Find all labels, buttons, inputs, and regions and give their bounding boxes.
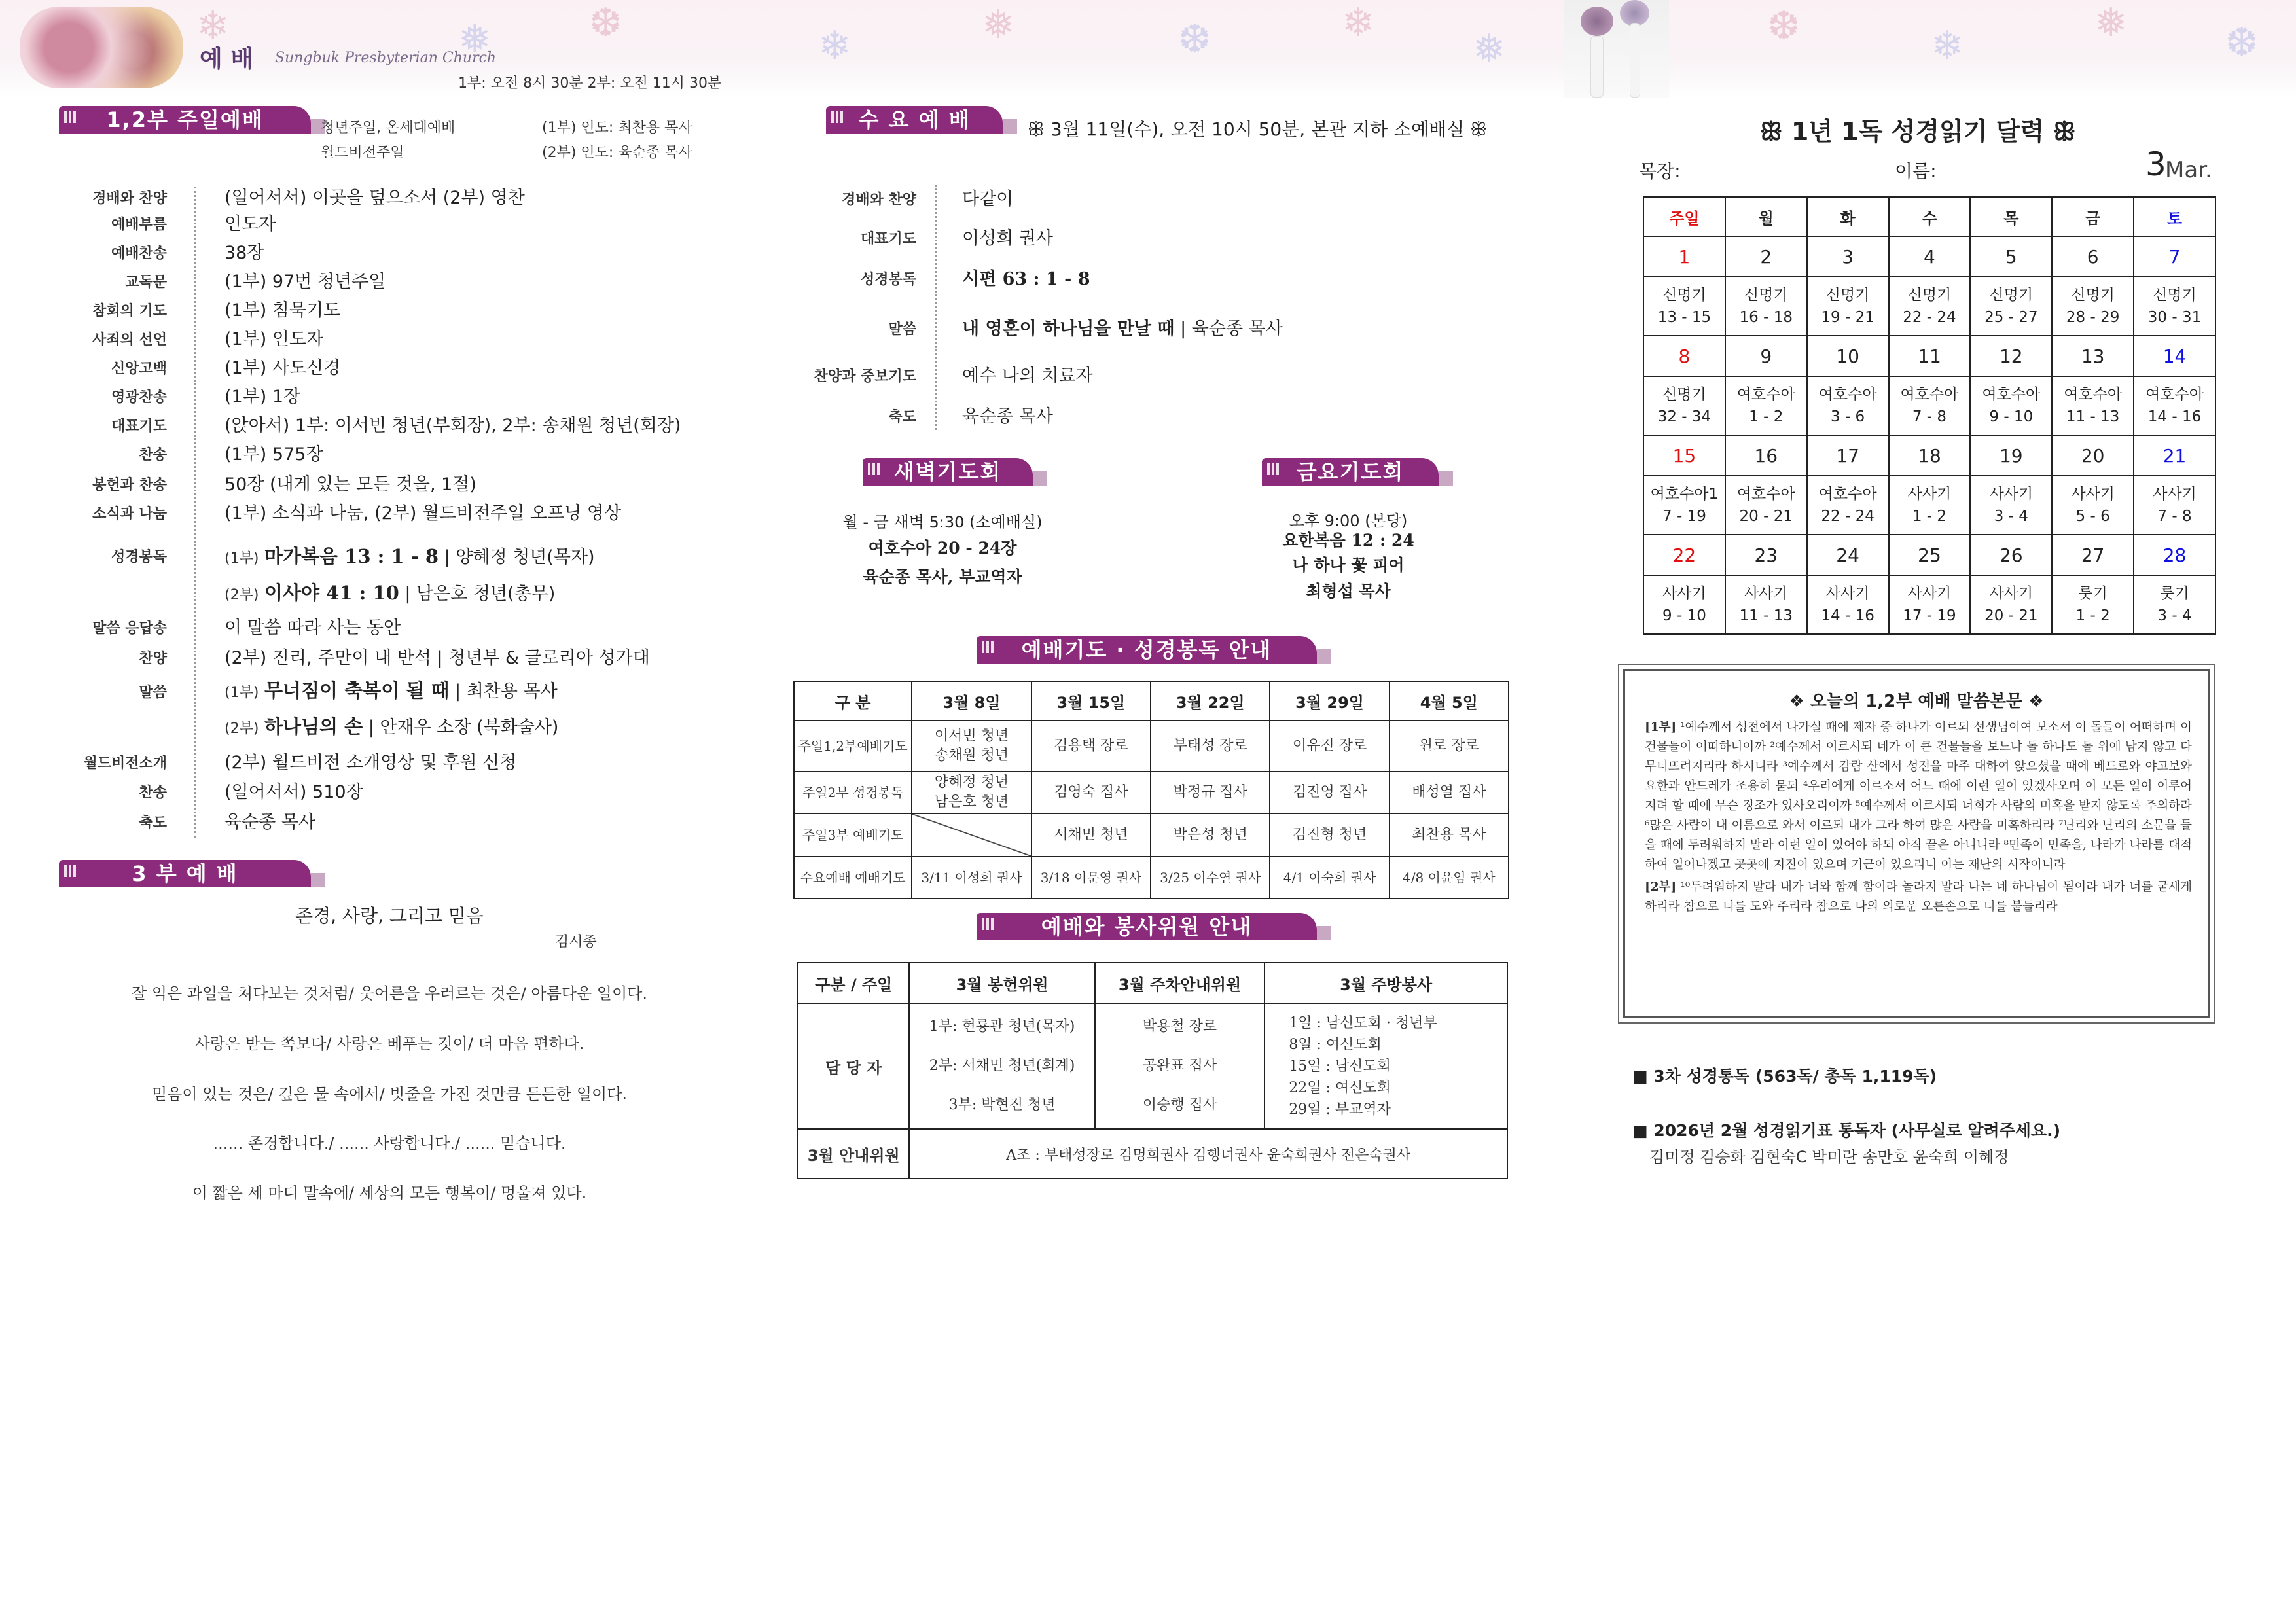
reading-book: 여호수아 [1736, 386, 1795, 403]
reading-chapters: 32 - 34 [1657, 408, 1712, 425]
wednesday-label: 말씀 [888, 321, 916, 338]
order-label: 소식과 나눔 [92, 505, 167, 522]
service-column-header: 3월 봉헌위원 [909, 963, 1094, 1003]
reading-book: 신명기 [2071, 287, 2115, 304]
reading-book: 사사기 [2153, 486, 2197, 503]
prayer-cell: 박정규 집사 [1151, 772, 1270, 813]
calendar-reading [1643, 376, 1725, 435]
reading-chapters: 7 - 8 [1912, 408, 1947, 425]
service-entry: 2부: 서채민 청년(회계) [929, 1058, 1075, 1074]
calendar-reading [1970, 575, 2052, 634]
note-2: ■ 2026년 2월 성경읽기표 통독자 (사무실로 알려주세요.) [1632, 1121, 2061, 1140]
order-label: 성경봉독 [111, 548, 167, 565]
prayer-cell: 3/11 이성희 권사 [912, 857, 1031, 899]
scripture-2: (2부) 이사야 41 : 10 | 남은호 청년(총무) [224, 582, 556, 604]
kitchen-cell [1265, 1003, 1507, 1129]
table-row [794, 772, 1509, 813]
calendar-reading [1807, 476, 1889, 535]
calendar-date: 26 [1970, 535, 2052, 575]
calendar-date: 28 [2134, 535, 2215, 575]
table-row [794, 857, 1509, 899]
calendar-date: 9 [1725, 336, 1807, 376]
service-entry: 8일 : 여신도회 [1289, 1036, 1382, 1053]
prayer-column-header: 3월 29일 [1270, 681, 1389, 721]
dotted-divider [194, 187, 198, 838]
wednesday-info: ꕥ 3월 11일(수), 오전 10시 50분, 본관 지하 소예배실 ꕥ [1028, 118, 1488, 140]
reading-book: 여호수아 [1900, 386, 1959, 403]
reading-book: 여호수아 [2145, 386, 2204, 403]
calendar-date: 23 [1725, 535, 1807, 575]
snowflake-icon: ❆ [1178, 16, 1211, 62]
note-1: ■ 3차 성경통독 (563독/ 총독 1,119독) [1632, 1067, 1937, 1086]
order-value: (1부) 사도신경 [224, 358, 341, 378]
wednesday-label: 찬양과 중보기도 [814, 368, 916, 385]
calendar-reading [2134, 476, 2215, 535]
calendar-date: 15 [1643, 435, 1725, 476]
calendar-reading [1807, 277, 1889, 336]
calendar-date: 18 [1889, 435, 1971, 476]
reader-names: 김미정 김승화 김현숙C 박미란 송만호 윤숙희 이혜정 [1649, 1148, 2009, 1166]
service-entry: 1일 : 남신도회 · 청년부 [1289, 1014, 1437, 1031]
calendar-reading [1889, 277, 1971, 336]
reading-chapters: 3 - 4 [2157, 607, 2192, 624]
calendar-date: 5 [1970, 236, 2052, 277]
guide-label: 3월 안내위원 [798, 1129, 909, 1179]
calendar-date: 4 [1889, 236, 1971, 277]
reading-chapters: 11 - 13 [1739, 607, 1793, 624]
snowflake-icon: ❄ [1931, 23, 1964, 69]
reading-book: 신명기 [1662, 287, 1706, 304]
service-entry: 이승행 집사 [1142, 1097, 1217, 1113]
bullet-icon: ■ [1632, 1121, 1654, 1140]
order-value: (1부) 575장 [224, 444, 323, 465]
reading-chapters: 16 - 18 [1739, 309, 1793, 326]
calendar-reading [2134, 277, 2215, 336]
order-label: 봉헌과 찬송 [92, 476, 167, 493]
prayer-cell: 김용택 장로 [1031, 721, 1151, 772]
service-column-header: 구분 / 주일 [798, 963, 909, 1003]
calendar-reading [1970, 376, 2052, 435]
wednesday-value: 시편 63 : 1 - 8 [962, 269, 1090, 289]
reading-chapters: 11 - 13 [2066, 408, 2120, 425]
reading-chapters: 20 - 21 [1739, 508, 1793, 525]
header-banner [0, 0, 2296, 98]
reading-chapters: 22 - 24 [1903, 309, 1956, 326]
snowflake-icon: ❅ [982, 2, 1015, 48]
parish-label: 목장: [1639, 160, 1681, 182]
dotted-divider [935, 185, 939, 430]
reading-calendar [1643, 196, 2216, 635]
reading-chapters: 3 - 4 [1994, 508, 2028, 525]
order-value: (앉아서) 1부: 이서빈 청년(부회장), 2부: 송채원 청년(회장) [224, 416, 681, 436]
friday-schedule: 오후 9:00 (본당) [1289, 512, 1408, 530]
calendar-reading [1889, 575, 1971, 634]
order-label: 찬송 [139, 784, 167, 801]
order-label: 영광찬송 [111, 389, 167, 406]
reading-chapters: 13 - 15 [1657, 309, 1712, 326]
calendar-week-readings [1643, 476, 2215, 535]
calendar-date: 6 [2052, 236, 2134, 277]
prayer-column-header: 3월 15일 [1031, 681, 1151, 721]
order-value: (1부) 침묵기도 [224, 300, 341, 321]
section-heading-prayer: 예배기도 · 성경봉독 안내 [977, 636, 1317, 664]
prayer-cell: 부태성 장로 [1151, 721, 1270, 772]
order-label: 경배와 찬양 [92, 190, 167, 207]
dawn-leader: 육순종 목사, 부교역자 [863, 567, 1022, 586]
prayer-cell: 윈로 장로 [1390, 721, 1509, 772]
reading-chapters: 7 - 8 [2157, 508, 2192, 525]
calendar-week-dates [1643, 535, 2215, 575]
wednesday-label: 대표기도 [860, 230, 916, 247]
reading-chapters: 14 - 16 [2147, 408, 2202, 425]
calendar-date: 8 [1643, 336, 1725, 376]
snowflake-icon: ❅ [2094, 0, 2128, 46]
flower-image [20, 7, 183, 88]
reading-book: 룻기 [2160, 585, 2189, 602]
order-label: 말씀 응답송 [92, 620, 167, 637]
calendar-date: 17 [1807, 435, 1889, 476]
order-label: 대표기도 [111, 418, 167, 435]
poem-line: 믿음이 있는 것은/ 깊은 물 속에서/ 빗줄을 가진 것만큼 든든한 일이다. [151, 1085, 628, 1103]
calendar-reading [1807, 575, 1889, 634]
dawn-scripture: 여호수아 20 - 24장 [868, 539, 1017, 558]
prayer-cell: 이서빈 청년 송채원 청년 [912, 721, 1031, 772]
calendar-date: 12 [1970, 336, 2052, 376]
service-entry: 15일 : 남신도회 [1289, 1058, 1391, 1075]
calendar-reading [2134, 575, 2215, 634]
order-label: 말씀 [139, 684, 167, 701]
table-row [794, 813, 1509, 857]
parking-cell [1095, 1003, 1265, 1129]
order-value: (1부) 1장 [224, 387, 301, 407]
reading-chapters: 1 - 2 [2075, 607, 2110, 624]
reading-book: 신명기 [1662, 386, 1706, 403]
prayer-cell: 수요예배 예배기도 [794, 857, 912, 899]
guide-cell: A조 : 부태성장로 김명희권사 김행녀권사 윤숙희권사 전은숙권사 [909, 1129, 1507, 1179]
wednesday-label: 성경봉독 [860, 271, 916, 288]
sunday-leader-2: (2부) 인도: 육순종 목사 [542, 145, 692, 161]
prayer-cell: 배성열 집사 [1390, 772, 1509, 813]
prayer-cell: 양혜정 청년 남은호 청년 [912, 772, 1031, 813]
calendar-reading [1725, 376, 1807, 435]
order-value: (2부) 진리, 주만이 내 반석 | 청년부 & 글로리아 성가대 [224, 648, 650, 668]
wednesday-value: 다같이 [962, 189, 1014, 209]
reading-book: 여호수아1 [1650, 486, 1719, 503]
prayer-cell: 4/8 이윤임 권사 [1390, 857, 1509, 899]
order-label: 예배부름 [111, 216, 167, 233]
service-column-header: 3월 주방봉사 [1265, 963, 1507, 1003]
prayer-cell: 이유진 장로 [1270, 721, 1389, 772]
reading-chapters: 1 - 2 [1749, 408, 1784, 425]
order-label: 축도 [139, 814, 167, 831]
calendar-reading [1725, 575, 1807, 634]
order-value: (일어서서) 510장 [224, 782, 363, 802]
sunday-info-1: 청년주일, 온세대예배 [321, 120, 456, 136]
weekday-header: 월 [1725, 197, 1807, 236]
calendar-date: 20 [2052, 435, 2134, 476]
order-value: 38장 [224, 243, 264, 263]
prayer-cell: 주일3부 예배기도 [794, 813, 912, 857]
section-heading-dawn: 새벽기도회 [863, 458, 1033, 486]
calendar-week-readings [1643, 575, 2215, 634]
reading-book: 사사기 [1662, 585, 1706, 602]
order-label: 교독문 [125, 274, 167, 291]
calendar-reading [1970, 277, 2052, 336]
order-value: (1부) 소식과 나눔, (2부) 월드비전주일 오프닝 영상 [224, 503, 622, 524]
calendar-reading [1889, 476, 1971, 535]
calendar-week-dates [1643, 336, 2215, 376]
order-value: 육순종 목사 [224, 812, 315, 832]
calendar-date: 10 [1807, 336, 1889, 376]
calendar-reading [1643, 277, 1725, 336]
calendar-reading [2052, 277, 2134, 336]
order-label: 참회의 기도 [92, 302, 167, 319]
calendar-reading [2052, 476, 2134, 535]
service-entry: 3부: 박현진 청년 [948, 1097, 1056, 1113]
reading-book: 여호수아 [2064, 386, 2123, 403]
friday-sermon: 나 하나 꽃 피어 [1292, 556, 1405, 575]
prayer-cell [912, 813, 1031, 857]
calendar-date: 21 [2134, 435, 2215, 476]
reading-chapters: 28 - 29 [2066, 309, 2120, 326]
prayer-cell: 김진영 집사 [1270, 772, 1389, 813]
calendar-reading [1970, 476, 2052, 535]
reading-book: 신명기 [2153, 287, 2197, 304]
reading-book: 신명기 [1825, 287, 1870, 304]
prayer-cell: 김영숙 집사 [1031, 772, 1151, 813]
reading-book: 사사기 [1989, 486, 2034, 503]
wednesday-value: 육순종 목사 [962, 406, 1053, 427]
calendar-month-number: 3 [2145, 145, 2166, 183]
poem-line: ...... 존경합니다./ ...... 사랑합니다./ ...... 믿습니다. [213, 1134, 566, 1152]
calendar-date: 19 [1970, 435, 2052, 476]
reading-chapters: 3 - 6 [1831, 408, 1865, 425]
service-entry: 22일 : 여신도회 [1289, 1079, 1391, 1096]
reading-book: 신명기 [1907, 287, 1952, 304]
calendar-week-readings [1643, 376, 2215, 435]
reading-book: 신명기 [1744, 287, 1788, 304]
snowflake-icon: ❅ [1473, 26, 1506, 72]
prayer-column-header: 4월 5일 [1390, 681, 1509, 721]
order-label: 찬송 [139, 446, 167, 463]
order-label: 예배찬송 [111, 245, 167, 262]
reading-book: 여호수아 [1818, 386, 1877, 403]
reading-chapters: 5 - 6 [2075, 508, 2110, 525]
wednesday-value: 이성희 권사 [962, 228, 1053, 249]
reading-book: 사사기 [1744, 585, 1788, 602]
weekday-header: 주일 [1643, 197, 1725, 236]
reading-book: 신명기 [1989, 287, 2034, 304]
service-row-label: 담 당 자 [798, 1003, 909, 1129]
prayer-table [793, 681, 1509, 899]
reading-chapters: 22 - 24 [1821, 508, 1874, 525]
calendar-reading [2052, 376, 2134, 435]
snowflake-icon: ❄ [196, 3, 230, 49]
calendar-date: 7 [2134, 236, 2215, 277]
reading-chapters: 1 - 2 [1912, 508, 1947, 525]
reading-chapters: 9 - 10 [1989, 408, 2034, 425]
prayer-cell: 3/18 이문영 권사 [1031, 857, 1151, 899]
section-heading-wednesday: 수 요 예 배 [826, 106, 1003, 134]
reading-book: 여호수아 [1736, 486, 1795, 503]
service-times: 1부: 오전 8시 30분 2부: 오전 11시 30분 [458, 75, 722, 92]
dawn-schedule: 월 - 금 새벽 5:30 (소예배실) [842, 513, 1043, 531]
weekday-header: 화 [1807, 197, 1889, 236]
service-entry: 공완표 집사 [1142, 1058, 1217, 1074]
calendar-date: 16 [1725, 435, 1807, 476]
prayer-cell: 박은성 청년 [1151, 813, 1270, 857]
poem-line: 이 짧은 세 마디 말속에/ 세상의 모든 행복이/ 멍울져 있다. [192, 1184, 587, 1202]
reading-book: 사사기 [1989, 585, 2034, 602]
prayer-cell: 주일2부 성경봉독 [794, 772, 912, 813]
section-heading-sunday: 1,2부 주일예배 [59, 106, 311, 134]
calendar-date: 3 [1807, 236, 1889, 277]
prayer-cell: 최찬용 목사 [1390, 813, 1509, 857]
calendar-date: 24 [1807, 535, 1889, 575]
reading-chapters: 9 - 10 [1662, 607, 1706, 624]
service-entry: 1부: 현룡관 청년(목자) [929, 1018, 1075, 1035]
order-label: 신앙고백 [111, 360, 167, 377]
calendar-date: 14 [2134, 336, 2215, 376]
calendar-week-readings [1643, 277, 2215, 336]
section-heading-friday: 금요기도회 [1262, 458, 1439, 486]
wednesday-value: 예수 나의 치료자 [962, 366, 1093, 386]
prayer-cell: 김진형 청년 [1270, 813, 1389, 857]
church-name: Sungbuk Presbyterian Church [275, 50, 497, 66]
reading-chapters: 30 - 31 [2147, 309, 2202, 326]
order-value: 인도자 [224, 214, 276, 234]
reading-book: 여호수아 [1982, 386, 2041, 403]
snowflake-icon: ❆ [589, 0, 622, 46]
friday-scripture: 요한복음 12 : 24 [1282, 531, 1414, 550]
prayer-cell: 3/25 이수연 권사 [1151, 857, 1270, 899]
snowflake-icon: ❄ [818, 23, 852, 69]
prayer-column-header: 3월 22일 [1151, 681, 1270, 721]
calendar-reading [2134, 376, 2215, 435]
section-heading-service: 예배와 봉사위원 안내 [977, 913, 1317, 940]
reading-chapters: 17 - 19 [1903, 607, 1956, 624]
reading-chapters: 19 - 21 [1821, 309, 1874, 326]
calendar-reading [2052, 575, 2134, 634]
calendar-reading [1725, 277, 1807, 336]
wednesday-label: 경배와 찬양 [842, 191, 916, 208]
reading-book: 사사기 [1825, 585, 1870, 602]
scripture-1: (1부) 마가복음 13 : 1 - 8 | 양혜정 청년(목자) [224, 545, 595, 567]
scripture-box-title: ❖ 오늘의 1,2부 예배 말씀본문 ❖ [1789, 692, 2044, 711]
sunday-info-2: 월드비전주일 [321, 145, 404, 161]
calendar-date: 25 [1889, 535, 1971, 575]
sermon-1: (1부) 무너짐이 축복이 될 때 | 최찬용 목사 [224, 679, 558, 702]
table-row [794, 721, 1509, 772]
order-label: 월드비전소개 [83, 755, 167, 772]
weekday-header: 금 [2052, 197, 2134, 236]
calendar-month-name: Mar. [2165, 157, 2212, 183]
order-value: 이 말씀 따라 사는 동안 [224, 618, 401, 638]
snowflake-icon: ❆ [2225, 20, 2259, 65]
reading-book: 여호수아 [1818, 486, 1877, 503]
calendar-date: 1 [1643, 236, 1725, 277]
section-heading-third: 3 부 예 배 [59, 860, 311, 887]
snowflake-icon: ❅ [458, 16, 492, 62]
order-value: (1부) 인도자 [224, 329, 324, 349]
calendar-date: 27 [2052, 535, 2134, 575]
calendar-title: ꕥ 1년 1독 성경읽기 달력 ꕥ [1759, 117, 2076, 146]
calendar-date: 2 [1725, 236, 1807, 277]
page-title: 예 배 [200, 46, 254, 73]
scripture-box [1623, 669, 2210, 1018]
weekday-header: 토 [2134, 197, 2215, 236]
offering-cell [909, 1003, 1094, 1129]
calendar-reading [1643, 476, 1725, 535]
reading-chapters: 20 - 21 [1984, 607, 2038, 624]
snowflake-icon: ❄ [1342, 0, 1375, 46]
poem-line: 잘 익은 과일을 쳐다보는 것처럼/ 웃어른을 우러르는 것은/ 아름다운 일이다. [132, 984, 647, 1003]
reading-book: 사사기 [2071, 486, 2115, 503]
reading-book: 사사기 [1907, 585, 1952, 602]
service-table [797, 962, 1508, 1179]
sermon-2: (2부) 하나님의 손 | 안재우 소장 (북화술사) [224, 715, 559, 738]
order-label: 찬양 [139, 650, 167, 667]
calendar-date: 13 [2052, 336, 2134, 376]
order-label: 사죄의 선언 [92, 331, 167, 348]
order-value: (2부) 월드비전 소개영상 및 후원 신청 [224, 753, 517, 773]
vase-image [1564, 0, 1669, 98]
calendar-date: 11 [1889, 336, 1971, 376]
reading-book: 사사기 [1907, 486, 1952, 503]
calendar-week-dates [1643, 236, 2215, 277]
order-value: 50장 (내게 있는 모든 것을, 1절) [224, 474, 476, 495]
order-value: (1부) 97번 청년주일 [224, 272, 386, 292]
reading-chapters: 7 - 19 [1662, 508, 1706, 525]
reading-book: 룻기 [2078, 585, 2108, 602]
order-value: (일어서서) 이곳을 덮으소서 (2부) 영찬 [224, 188, 525, 208]
weekday-header: 수 [1889, 197, 1971, 236]
poem-author: 김시종 [555, 934, 597, 950]
reading-chapters: 25 - 27 [1984, 309, 2038, 326]
prayer-cell: 서채민 청년 [1031, 813, 1151, 857]
reading-chapters: 14 - 16 [1821, 607, 1874, 624]
poem-line: 사랑은 받는 쪽보다/ 사랑은 베푸는 것이/ 더 마음 편하다. [194, 1035, 584, 1053]
poem-title: 존경, 사랑, 그리고 믿음 [295, 905, 484, 927]
calendar-week-dates [1643, 435, 2215, 476]
prayer-cell: 4/1 이숙희 권사 [1270, 857, 1389, 899]
sunday-leader-1: (1부) 인도: 최찬용 목사 [542, 120, 692, 136]
calendar-date: 22 [1643, 535, 1725, 575]
prayer-column-header: 3월 8일 [912, 681, 1031, 721]
bullet-icon: ■ [1632, 1067, 1654, 1086]
service-entry: 29일 : 부교역자 [1289, 1101, 1391, 1118]
friday-preacher: 최형섭 목사 [1306, 582, 1391, 601]
calendar-reading [1725, 476, 1807, 535]
weekday-header: 목 [1970, 197, 2052, 236]
service-column-header: 3월 주차안내위원 [1095, 963, 1265, 1003]
scripture-box-text: [1부] ¹예수께서 성전에서 나가실 때에 제자 중 하나가 이르되 선생님이여 보소서 이 돌들이 어떠하며 이 건물들이 어떠하니이까 ²예수께서 이르시되 네가 이 큰 건물들을 보느냐 돌 하나도 돌 위에 남지 않고 다 무너뜨려지리라 하시니라 ³예수께서 감람 산에서 성전을 마주 대하여 앉으셨을 때에 베드로와 야고보와 요한과 안드레가 조용히 묻되 ⁴우리에게 이르소서 어느 때에 이런 일이 있겠사오며 이 모든 일이 이루어지려 할 때에 무슨 징조가 있사오리이까 ⁵예수께서 이르시되 너희가 사람의 미혹을 받지 않도록 주의하라 ⁶많은 사람이 내 이름으로 와서 이르되 내가 그라 하여 많은 사람을 미혹하리라 ⁷난리와 난리의 소문을 들을 때에 두려워하지 말라 이런 일이 있어야 하되 아직 끝은 아니니라 ⁸민족이 민족을, 나라가 나라를 대적하여 일어나겠고 곳곳에 지진이 있으며 기근이 있으리니 이는 재난의 시작이니라 [2부] ¹⁰두려워하지 말라 내가 너와 함께 함이라 놀라지 말라 나는 네 하나님이 됨이라 내가 너를 굳세게 하리라 참으로 너를 도와 주리라 참으로 나의 의로운 오른손으로 너를 붙들리라 [1645, 721, 2192, 914]
calendar-reading [1643, 575, 1725, 634]
wednesday-value: 내 영혼이 하나님을 만날 때 | 육순종 목사 [962, 319, 1283, 339]
snowflake-icon: ❆ [1767, 3, 1801, 49]
wednesday-label: 축도 [888, 408, 916, 425]
calendar-reading [1807, 376, 1889, 435]
calendar-reading [1889, 376, 1971, 435]
prayer-cell: 주일1,2부예배기도 [794, 721, 912, 772]
service-entry: 박용철 장로 [1142, 1018, 1217, 1035]
prayer-column-header: 구 분 [794, 681, 912, 721]
name-label: 이름: [1895, 160, 1937, 182]
